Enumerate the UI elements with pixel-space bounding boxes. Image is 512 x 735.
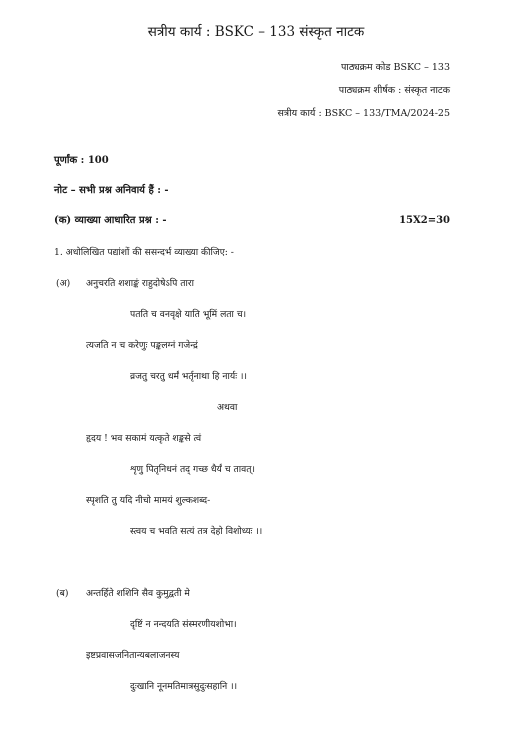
verse-line: दृष्टिं न नन्दयति संस्मरणीयशोभा।	[130, 619, 237, 630]
verse-line: शृणु पितृनिधनं तद् गच्छ धैर्यं च तावत्।	[130, 464, 255, 475]
verse-line: पतति च वनवृक्षे याति भूमिं लता च।	[130, 309, 247, 320]
or-separator: अथवा	[217, 402, 238, 413]
verse-line: इष्टप्रवासजनितान्यबलाजनस्य	[86, 650, 180, 661]
question-1: 1. अधोलिखित पद्यांशों की ससन्दर्भ व्याख्या कीजिए: -	[54, 247, 234, 258]
verse-line: स्पृशति तु यदि नीचो मामयं शुल्कशब्द-	[86, 495, 211, 506]
page-title: सत्रीय कार्य : BSKC – 133 संस्कृत नाटक	[147, 24, 365, 40]
verse-line: अनुचरति शशाङ्कं राहुदोषेऽपि तारा	[86, 278, 195, 289]
verse-line: हृदय ! भव सकामं यत्कृते शङ्कसे त्वं	[86, 433, 202, 444]
course-code: पाठ्यक्रम कोड BSKC – 133	[341, 62, 450, 73]
verse-line: दुःखानि नूनमतिमात्रसुदुःसहानि ।।	[130, 681, 238, 692]
verse-line: व्रजतु चरतु धर्मं भर्तृनाथा हि नार्यः ।।	[130, 371, 247, 382]
section-heading: (क) व्याख्या आधारित प्रश्न : -	[54, 215, 167, 226]
max-marks: पूर्णांक : 100	[54, 155, 109, 166]
part-b-label: (ब)	[56, 588, 69, 599]
note: नोट – सभी प्रश्न अनिवार्य हैं : -	[54, 185, 169, 196]
section-marks: 15X2=30	[399, 215, 450, 226]
verse-line: अन्तर्हिते शशिनि सैव कुमुद्वती मे	[86, 588, 190, 599]
verse-line: स्त्वय च भवति सत्यं तत्र देहो विशोध्यः ।।	[130, 526, 263, 537]
assignment-code: सत्रीय कार्य : BSKC – 133/TMA/2024-25	[277, 108, 450, 119]
course-title: पाठ्यक्रम शीर्षक : संस्कृत नाटक	[338, 85, 450, 96]
part-a-label: (अ)	[56, 278, 71, 289]
verse-line: त्यजति न च करेणुः पङ्कलग्नं गजेन्द्रं	[86, 340, 198, 351]
